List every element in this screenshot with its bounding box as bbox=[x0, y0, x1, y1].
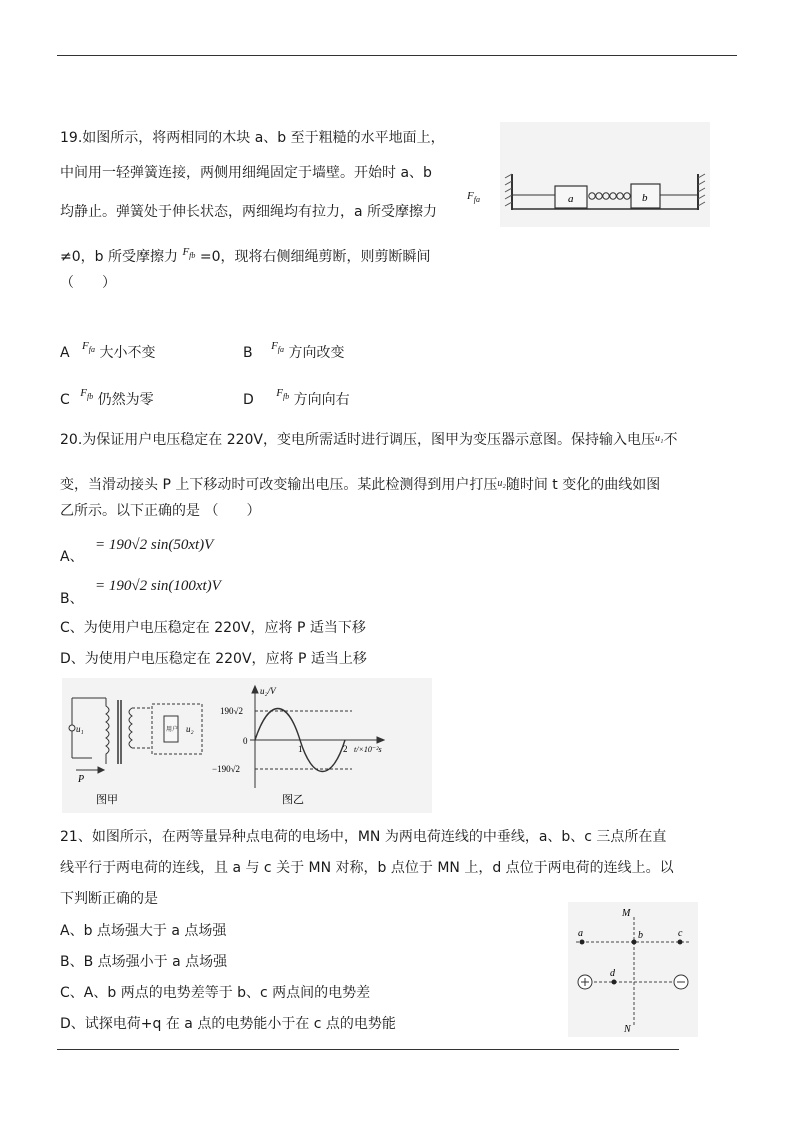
q20-figure bbox=[62, 678, 432, 813]
q19-option-c: C $^{F_{fb}}$ 仍然为零 bbox=[60, 387, 154, 408]
q20-graph-ytop: 190√2 bbox=[220, 706, 243, 716]
q19-paren: （ ） bbox=[60, 275, 116, 291]
q19-line1: 19.如图所示，将两相同的木块 a、b 至于粗糙的水平地面上， bbox=[60, 130, 445, 146]
q21-fig-M: M bbox=[622, 908, 631, 919]
q21-fig-N: N bbox=[624, 1024, 631, 1035]
q19-ffa-symbol: $F_{fa}$ bbox=[467, 190, 480, 205]
q20-option-b-formula: = 190√2 sin(100xt)V bbox=[95, 578, 221, 594]
q19-fig-label-b: b bbox=[642, 192, 648, 204]
q21-option-d: D、试探电荷+q 在 a 点的电势能小于在 c 点的电势能 bbox=[60, 1016, 396, 1032]
q20-line1: 20.为保证用户电压稳定在 220V，变电所需适时进行调压，图甲为变压器示意图。保持输入电压$^{u_1}$不 bbox=[60, 432, 678, 448]
q20-option-d: D、为使用户电压稳定在 220V，应将 P 适当上移 bbox=[60, 651, 367, 667]
q20-graph-ybot: −190√2 bbox=[212, 764, 241, 774]
q20-circuit-p: P bbox=[78, 774, 85, 785]
q20-graph-x1: 1 bbox=[298, 744, 303, 754]
q20-graph-ylabel: u₂/V bbox=[260, 686, 276, 696]
q19-line3: 均静止。弹簧处于伸长状态，两细绳均有拉力，a 所受摩擦力 bbox=[60, 204, 438, 220]
q21-figure bbox=[568, 902, 698, 1037]
q20-graph-x2: 2 bbox=[343, 744, 348, 754]
q20-line2: 变，当滑动接头 P 上下移动时可改变输出电压。某此检测得到用户打压$^{u_2}$随时间 t 变化的曲线如图 bbox=[60, 477, 661, 493]
q20-graph-xlabel: t/×10⁻²s bbox=[354, 745, 382, 754]
q19-option-d: D $^{F_{fb}}$ 方向向右 bbox=[243, 387, 350, 408]
q21-fig-b: b bbox=[638, 930, 643, 941]
q20-option-c: C、为使用户电压稳定在 220V，应将 P 适当下移 bbox=[60, 620, 366, 636]
q20-fig-jia: 图甲 bbox=[96, 794, 118, 806]
q19-option-a: A $^{F_{fa}}$ 大小不变 bbox=[60, 340, 156, 361]
q20-fig-yi: 图乙 bbox=[282, 794, 304, 806]
header-rule bbox=[57, 55, 737, 56]
q20-line3: 乙所示。以下正确的是 （ ） bbox=[60, 503, 261, 519]
q20-option-a-formula: = 190√2 sin(50xt)V bbox=[95, 537, 214, 553]
q21-option-c: C、A、b 两点的电势差等于 b、c 两点间的电势差 bbox=[60, 985, 371, 1001]
q21-option-a: A、b 点场强大于 a 点场强 bbox=[60, 923, 227, 939]
q19-line2: 中间用一轻弹簧连接，两侧用细绳固定于墙壁。开始时 a、b bbox=[60, 165, 432, 181]
q21-line2: 线平行于两电荷的连线，且 a 与 c 关于 MN 对称，b 点位于 MN 上，d 点位于两电荷的连线上。以 bbox=[60, 860, 674, 876]
q20-circuit-load: 用户 bbox=[166, 727, 179, 733]
footer-rule bbox=[57, 1049, 679, 1050]
q20-option-b-label: B、 bbox=[60, 591, 84, 607]
q20-circuit-u1: u₁ bbox=[76, 724, 84, 734]
q20-graph-y0: 0 bbox=[243, 736, 248, 746]
q19-line4: ≠0，b 所受摩擦力 $^{F_{fb}}$ =0，现将右侧细绳剪断，则剪断瞬间 bbox=[60, 246, 431, 265]
q19-option-b: B $^{F_{fa}}$ 方向改变 bbox=[243, 340, 345, 361]
q21-fig-d: d bbox=[610, 968, 615, 979]
q21-line3: 下判断正确的是 bbox=[60, 891, 158, 907]
q19-fig-label-a: a bbox=[568, 193, 574, 205]
q21-fig-c: c bbox=[678, 928, 683, 939]
q21-option-b: B、B 点场强小于 a 点场强 bbox=[60, 954, 228, 970]
q19-figure bbox=[500, 122, 710, 227]
q20-option-a-label: A、 bbox=[60, 549, 84, 565]
q21-fig-a: a bbox=[578, 928, 583, 939]
q21-line1: 21、如图所示，在两等量异种点电荷的电场中，MN 为两电荷连线的中垂线，a、b、c 三点所在直 bbox=[60, 829, 667, 845]
q20-circuit-u2: u₂ bbox=[186, 724, 194, 734]
